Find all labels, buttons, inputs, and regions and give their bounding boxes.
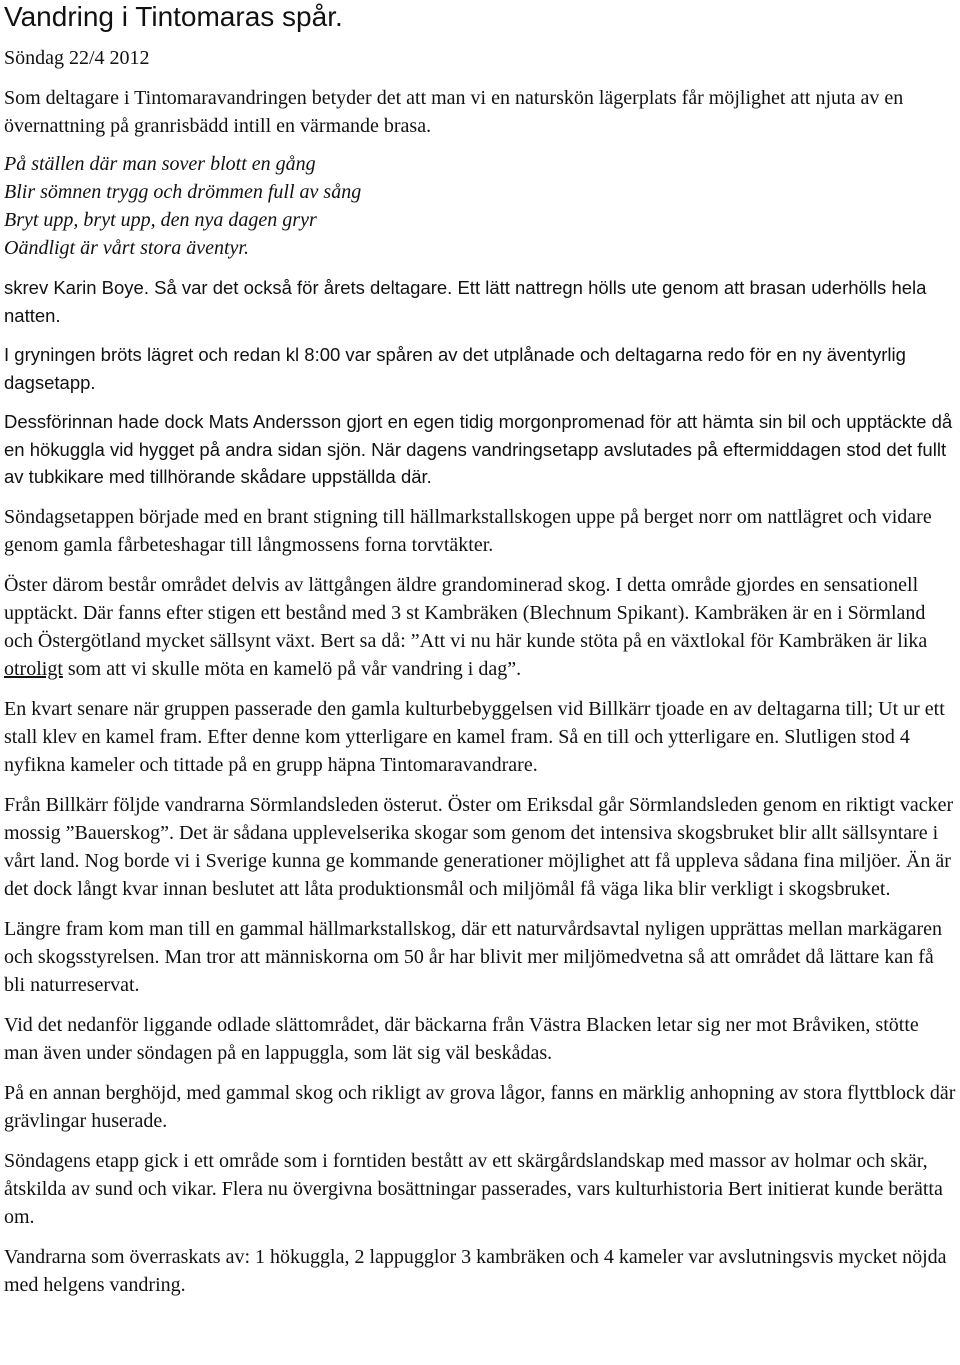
attribution-paragraph: skrev Karin Boye. Så var det också för årets deltagare. Ett lätt nattregn hölls ute genom att brasan uderhölls hela natten. xyxy=(4,277,927,326)
poem-line: På ställen där man sover blott en gång xyxy=(4,153,316,175)
fern-paragraph xyxy=(4,571,956,683)
archipelago-paragraph: Söndagens etapp gick i ett område som i forntiden bestått av ett skärgårdslandskap med massor av holmar och skär, åtskilda av sund och vikar. Flera nu övergivna bosättningar passerades, vars kulturhistoria Bert initierat kunde berätta om. xyxy=(4,1149,943,1228)
plain-paragraph: Vid det nedanför liggande odlade slättområdet, där bäckarna från Västra Blacken letar sig ner mot Bråviken, stötte man även under söndagen på en lappuggla, som lät sig väl beskådas. xyxy=(4,1013,919,1064)
poem xyxy=(4,150,956,262)
intro-paragraph: Som deltagare i Tintomaravandringen betyder det att man vi en naturskön lägerplats får möjlighet att njuta av en övernattning på granrisbädd intill en värmande brasa. xyxy=(4,87,904,137)
poem-line: Bryt upp, bryt upp, den nya dagen gryr xyxy=(4,209,317,231)
climb-paragraph: Söndagsetappen började med en brant stigning till hällmarkstallskogen uppe på berget norr om nattlägret och vidare genom gamla fårbeteshagar till långmossens forna torvtäkter. xyxy=(4,505,932,556)
summary-paragraph: Vandrarna som överraskats av: 1 hökuggla, 2 lappugglor 3 kambräken och 4 kameler var avslutningsvis mycket nöjda med helgens vandring. xyxy=(4,1245,947,1296)
forest-paragraph: Från Billkärr följde vandrarna Sörmlandsleden österut. Öster om Eriksdal går Sörmlandsleden genom en riktigt vacker mossig ”Bauerskog”. Det är sådana upplevelserika skogar som genom det intensiva skogsbruket blir allt sällsyntare i vårt land. Nog borde vi i Sverige kunna ge kommande generationer möjlighet att få uppleva sådana fina miljöer. Än är det dock långt kvar innan beslutet att låta produktionsmål och miljömål få väga lika blir verkligt i skogsbruket. xyxy=(4,793,954,900)
camels-paragraph: En kvart senare när gruppen passerade den gamla kulturbebyggelsen vid Billkärr tjoade en av deltagarna till; Ut ur ett stall klev en kamel fram. Efter denne kom ytterligare en kamel fram. Så en till och ytterligare en. Slutligen stod 4 nyfikna kameler och tittade på en grupp häpna Tintomaravandrare. xyxy=(4,697,945,776)
owl-paragraph: Dessförinnan hade dock Mats Andersson gjort en egen tidig morgonpromenad för att hämta sin bil och upptäckte då en hökuggla vid hygget på andra sidan sjön. När dagens vandringsetapp avslutades på eftermiddagen stod det fullt av tubkikare med tillhörande skådare uppställda där. xyxy=(4,411,953,487)
document xyxy=(4,0,956,1299)
date-line: Söndag 22/4 2012 xyxy=(4,47,150,69)
poem-line: Blir sömnen trygg och drömmen full av sång xyxy=(4,181,362,203)
dawn-paragraph: I gryningen bröts lägret och redan kl 8:00 var spåren av det utplånade och deltagarna redo för en ny äventyrlig dagsetapp. xyxy=(4,344,906,393)
underlined-word: otroligt xyxy=(4,657,63,680)
page-title: Vandring i Tintomaras spår. xyxy=(4,1,343,32)
fern-text-after: som att vi skulle möta en kamelö på vår vandring i dag”. xyxy=(62,657,522,680)
fern-text-before: Öster därom består området delvis av lättgången äldre grandominerad skog. I detta område gjordes en sensationell upptäckt. Där fanns efter stigen ett bestånd med 3 st Kambräken (Blechnum Spikant). Kambräken är en i Sörmland och Östergötland mycket sällsynt växt. Bert sa då: ”Att vi nu här kunde stöta på en växtlokal för Kambräken är lika xyxy=(4,573,928,652)
reserve-paragraph: Längre fram kom man till en gammal hällmarkstallskog, där ett naturvårdsavtal nyligen upprättas mellan markägaren och skogsstyrelsen. Man tror att människorna om 50 år har blivit mer miljömedvetna så att området då lättare kan få bli naturreservat. xyxy=(4,917,943,996)
badger-paragraph: På en annan berghöjd, med gammal skog och rikligt av grova lågor, fanns en märklig anhopning av stora flyttblock där grävlingar huserade. xyxy=(4,1081,956,1132)
poem-line: Oändligt är vårt stora äventyr. xyxy=(4,237,249,259)
